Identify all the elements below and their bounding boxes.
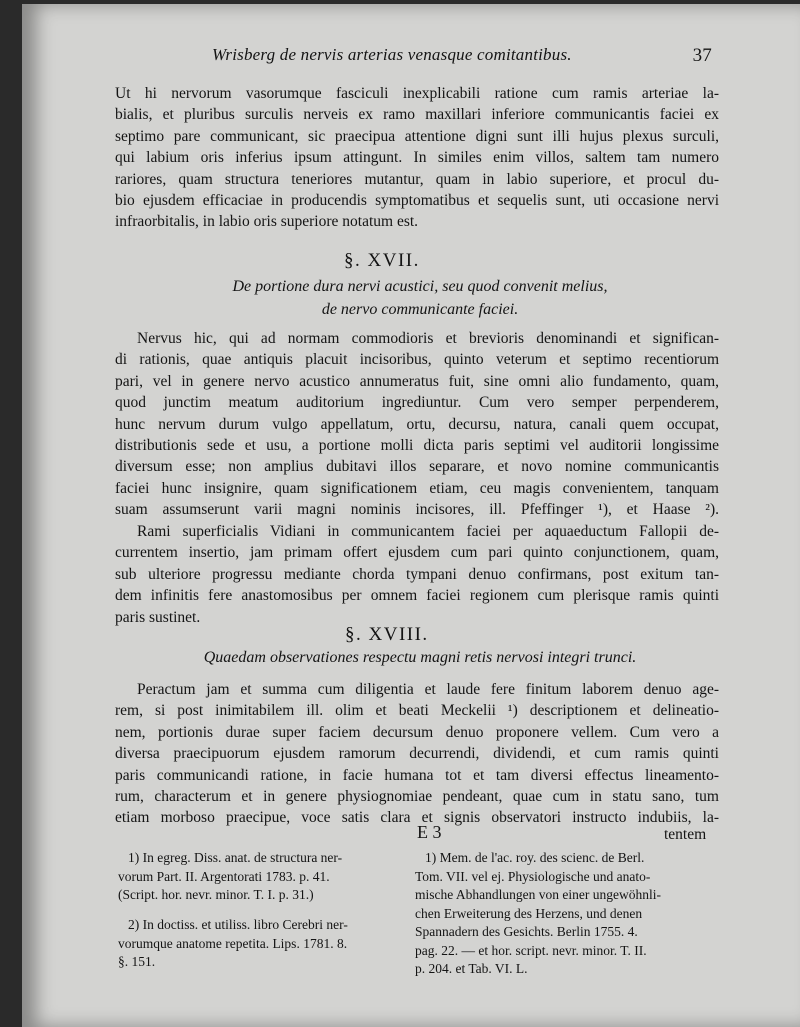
text-line: quod junctim meatum auditorium ingrediuntur. Cum vero semper perpenderem, <box>115 394 719 412</box>
text-line: infraorbitalis, in labio oris superiore notatum est. <box>115 213 419 231</box>
footnote-line: (Script. hor. nevr. minor. T. I. p. 31.) <box>118 887 314 902</box>
text-line: suam assumserunt varii magni nominis incisores, ill. Pfeffinger ¹), et Haase ²). <box>115 501 719 519</box>
footnote-line: 1) Mem. de l'ac. roy. des scienc. de Berl. <box>425 850 645 865</box>
footnote-line: chen Erweiterung des Herzens, und denen <box>415 905 643 921</box>
footnote-line: vorumque anatome repetita. Lips. 1781. 8. <box>118 935 348 951</box>
footnote-line: pag. 22. — et hor. script. nevr. minor. T. II. <box>415 942 647 958</box>
running-title: Wrisberg de nervis arterias venasque comitantibus. <box>212 45 572 64</box>
footnote-left-1 <box>118 849 418 905</box>
text-line: Rami superficialis Vidiani in communicantem faciei per aquaeductum Fallopii de- <box>137 523 719 540</box>
text-line: bio ejusdem efficaciae in producendis symptomatibus et sequelis sunt, uti occasione nervi <box>115 191 719 209</box>
running-header <box>212 45 712 71</box>
section-subtitle-17-line1: De portione dura nervi acustici, seu quod convenit melius, <box>232 278 608 295</box>
text-line: currentem insertio, jam primam offert ejusdem cum pari quinto conjunctionem, quam, <box>115 544 719 562</box>
paragraph-intro <box>115 83 719 233</box>
footnote-line: mische Abhandlungen von einer ungewöhnli- <box>415 887 661 902</box>
footnote-line: 1) In egreg. Diss. anat. de structura ner- <box>128 850 343 865</box>
section-subtitle-18: Quaedam observationes respectu magni retis nervosi integri trunci. <box>203 649 637 666</box>
text-line: dem infinitis fere anastomosibus per omnem faciei regionem cum plerisque ramis quinti <box>115 587 719 605</box>
footnote-line: Spannadern des Gesichts. Berlin 1755. 4. <box>415 924 638 939</box>
text-line: Nervus hic, qui ad normam commodioris et brevioris denominandi et significan- <box>137 330 719 347</box>
text-line: septimo pare communicant, sic praecipua attentione digni sunt illi hujus plexus surculi, <box>115 127 719 145</box>
text-line: diversa praecipuorum ejusdem ramorum decurrendi, dividendi, et cum ramis quinti <box>115 745 719 763</box>
catchword: tentem <box>664 826 707 843</box>
text-line: paris communicandi ratione, in facie humana tot et tam diversi effectus lineamento- <box>115 766 719 784</box>
signature-mark: E 3 <box>417 822 442 842</box>
text-line: di rationis, quae antiquis placuit incisoribus, quinto veterum et septimo recentiorum <box>115 351 719 369</box>
text-line: etiam morboso praecipue, voce satis clara et signis observatori instructo indubiis, la- <box>115 809 719 827</box>
footnote-right-1 <box>415 849 715 979</box>
text-line: faciei hunc insignire, quam significationem etiam, ceu magis convenientem, tanquam <box>115 479 719 497</box>
text-line: pari, vel in genere nervo acustico annumeratus fuit, sine omni alio fundamento, quam, <box>115 372 719 390</box>
text-line: qui labium oris inferius ipsum attingunt. In similes enim villos, saltem tam numero <box>115 149 719 167</box>
paragraph-peractum <box>115 679 719 829</box>
footnote-line: vorum Part. II. Argentorati 1783. p. 41. <box>118 868 330 884</box>
text-line: distributionis sede et usu, a portione molli dicta paris septimi vel auditorii longissime <box>115 436 719 454</box>
paragraph-rami <box>115 521 719 628</box>
section-subtitle-17-line2: de nervo communicante faciei. <box>321 301 519 318</box>
section-heading-18: §. XVIII. <box>345 624 429 645</box>
text-line: sub ulteriore progressu mediante chorda tympani denuo confirmans, post exitum tan- <box>115 565 719 583</box>
page-number: 37 <box>692 45 712 66</box>
footnote-line: 2) In doctiss. et utiliss. libro Cerebri ner- <box>128 917 348 932</box>
text-line: rum, characterum et in genere physiognomiae pendeant, quae cum in statu sano, tum <box>115 787 719 805</box>
text-line: rem, si post inimitabilem ill. olim et beati Meckelii ¹) descriptionem et delineatio- <box>115 702 719 720</box>
text-line: Peractum jam et summa cum diligentia et laude fere finitum laborem denuo age- <box>137 681 719 698</box>
paragraph-nervus-hic <box>115 328 719 521</box>
footnote-line: §. 151. <box>118 954 156 969</box>
text-line: bialis, et pluribus surculis nerveis ex ramo maxillari inferiore communicantis faciei ex <box>115 106 719 124</box>
text-line: rariores, quam structura teneriores mutantur, quam in labio superiore, et procul du- <box>115 170 719 188</box>
section-heading-17: §. XVII. <box>344 250 420 271</box>
text-line: hunc nervum durum vulgo appellatum, ortu, decursu, natura, canali quem occupat, <box>115 415 719 433</box>
footnote-line: Tom. VII. vel ej. Physiologische und anato- <box>415 868 651 884</box>
text-line: Ut hi nervorum vasorumque fasciculi inexplicabili ratione cum ramis arteriae la- <box>115 85 719 102</box>
footnote-left-2 <box>118 916 418 972</box>
text-line: paris sustinet. <box>115 608 201 626</box>
book-page <box>22 4 800 1027</box>
text-line: diversum esse; non amplius dubitavi illos separare, et novo nomine communicantis <box>115 458 719 476</box>
footnote-line: p. 204. et Tab. VI. L. <box>415 961 528 976</box>
text-line: nem, portionis durae super faciem decursum denuo proponere vellem. Cum vero a <box>115 723 719 741</box>
